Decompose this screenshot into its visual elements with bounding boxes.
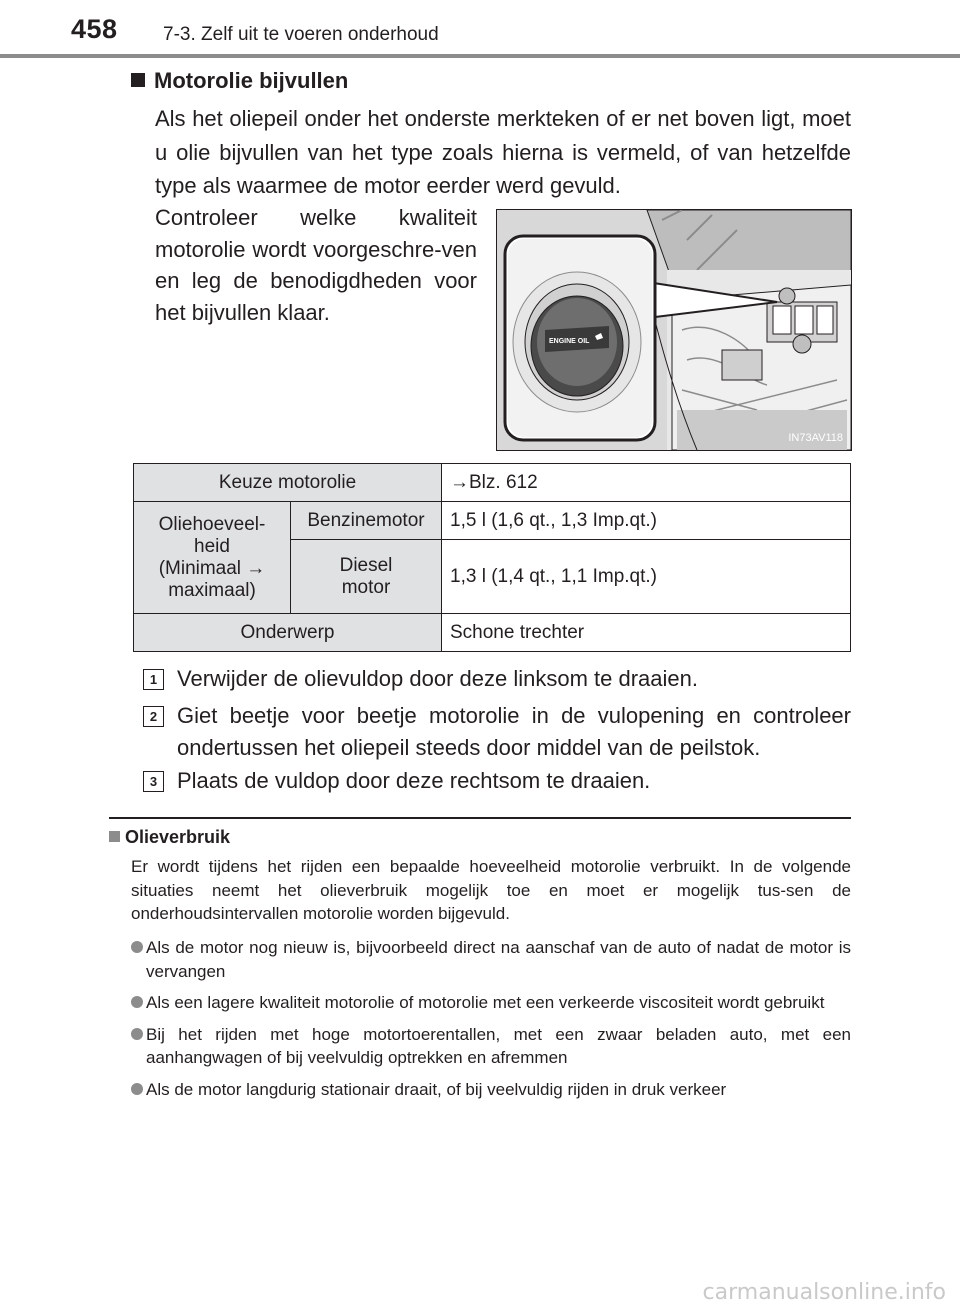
list-item [131, 936, 851, 983]
site-watermark: carmanualsonline.info [702, 1280, 946, 1305]
step-2 [143, 700, 851, 764]
oil-quantity-label: Oliehoeveel- heid (Minimaal → maximaal) [134, 502, 291, 614]
list-item [131, 1078, 851, 1102]
oil-spec-table [133, 463, 851, 652]
refill-check-text: Controleer welke kwaliteit motorolie wordt voorgeschre-ven en leg de benodigdheden voor het bijvullen klaar. [155, 205, 477, 325]
page-number: 458 [71, 14, 118, 44]
header-rule [0, 54, 960, 58]
list-item-text: Als de motor nog nieuw is, bijvoorbeeld direct na aanschaf van de auto of nadat de motor is vervangen [146, 938, 851, 981]
section-divider [109, 817, 851, 819]
step-1 [143, 663, 851, 695]
bullet-dot-icon [131, 941, 143, 953]
square-bullet-icon [109, 831, 120, 842]
engine-oil-cap-figure [496, 209, 852, 451]
list-item-text: Als een lagere kwaliteit motorolie of motorolie met een verkeerde viscositeit wordt gebruikt [146, 993, 825, 1012]
petrol-engine-value: 1,5 l (1,6 qt., 1,3 Imp.qt.) [442, 502, 851, 540]
step-number-badge: 3 [143, 771, 164, 792]
bullet-dot-icon [131, 1028, 143, 1040]
section-title: 7-3. Zelf uit te voeren onderhoud [163, 24, 439, 45]
list-item [131, 1023, 851, 1070]
step-text: Verwijder de olievuldop door deze linksom te draaien. [177, 666, 698, 691]
step-number-badge: 2 [143, 706, 164, 727]
consumption-heading [109, 827, 230, 848]
bullet-dot-icon [131, 1083, 143, 1095]
refill-heading-text: Motorolie bijvullen [154, 68, 349, 93]
step-3 [143, 765, 851, 797]
consumption-heading-text: Olieverbruik [125, 827, 231, 847]
list-item-text: Als de motor langdurig stationair draait, of bij veelvuldig rijden in druk verkeer [146, 1079, 727, 1099]
figure-code: IN73AV118 [788, 432, 843, 444]
diesel-engine-value: 1,3 l (1,4 qt., 1,1 Imp.qt.) [442, 540, 851, 614]
table-row [134, 614, 851, 652]
table-row [134, 464, 851, 502]
consumption-body: Er wordt tijdens het rijden een bepaalde hoeveelheid motorolie verbruikt. In de volgende situaties neemt het olieverbruik mogelijk toe en moet er mogelijk tus-sen de onderhoudsintervallen motorolie worden bijgevuld. [131, 857, 851, 923]
bullet-dot-icon [131, 996, 143, 1008]
petrol-engine-label: Benzinemotor [291, 502, 442, 540]
list-item [131, 991, 851, 1015]
consumption-bullet-list [131, 936, 851, 1109]
square-bullet-icon [131, 73, 145, 87]
refill-intro: Als het oliepeil onder het onderste merkteken of er net boven ligt, moet u olie bijvullen van het type zoals hierna is vermeld, of van hetzelfde type als waarmee de motor eerder werd gevuld. [155, 106, 851, 198]
step-number-badge: 1 [143, 669, 164, 690]
diesel-engine-label: Diesel motor [291, 540, 442, 614]
item-value: Schone trechter [442, 614, 851, 652]
step-text: Plaats de vuldop door deze rechtsom te draaien. [177, 768, 651, 793]
refill-heading [131, 68, 348, 94]
table-row [134, 502, 851, 540]
cap-engine-oil-label: ENGINE OIL [549, 338, 590, 345]
list-item-text: Bij het rijden met hoge motortoerentallen, met een zwaar beladen auto, met een aanhangwagen of bij veelvuldig optrekken en afremmen [146, 1024, 851, 1067]
step-text: Giet beetje voor beetje motorolie in de vulopening en controleer ondertussen het oliepeil steeds door middel van de peilstok. [177, 703, 851, 760]
oil-choice-value: →Blz. 612 [442, 464, 851, 502]
engine-bay-illustration [497, 210, 851, 450]
oil-choice-label: Keuze motorolie [134, 464, 442, 502]
item-label: Onderwerp [134, 614, 442, 652]
